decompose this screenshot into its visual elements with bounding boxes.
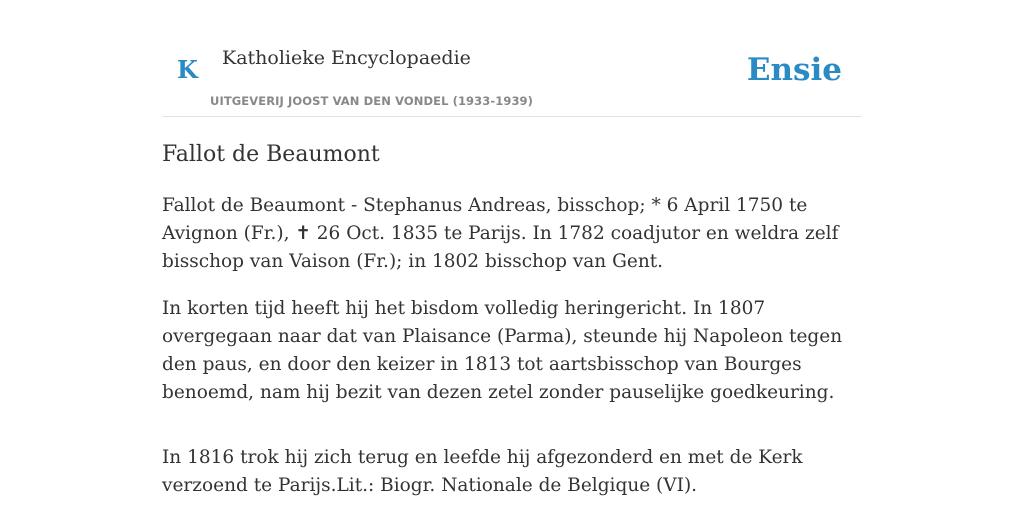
site-header [162, 0, 862, 117]
ensie-logo[interactable]: Ensie [746, 52, 842, 88]
publisher-label: UITGEVERIJ JOOST VAN DEN VONDEL (1933-1939) [210, 94, 533, 108]
site-logo[interactable]: K [177, 55, 198, 84]
article-title: Fallot de Beaumont [162, 142, 380, 167]
site-title[interactable]: Katholieke Encyclopaedie [222, 47, 471, 69]
article-paragraph: In korten tijd heeft hij het bisdom volledig heringericht. In 1807 overgegaan naar dat van Plaisance (Parma), steunde hij Napoleon tegen den paus, en door den keizer in 1813 tot aartsbisschop van Bourges benoemd, nam hij bezit van dezen zetel zonder pauselijke goedkeuring. [162, 298, 843, 403]
article-body [162, 192, 874, 512]
article-paragraph: In 1816 trok hij zich terug en leefde hij afgezonderd en met de Kerk verzoend te Parijs.Lit.: Biogr. Nationale de Belgique (VI). [162, 447, 803, 496]
article-paragraph: Fallot de Beaumont - Stephanus Andreas, bisschop; * 6 April 1750 te Avignon (Fr.), ✝ 26 Oct. 1835 te Parijs. In 1782 coadjutor en weldra zelf bisschop van Vaison (Fr.); in 1802 bisschop van Gent. [162, 195, 839, 272]
